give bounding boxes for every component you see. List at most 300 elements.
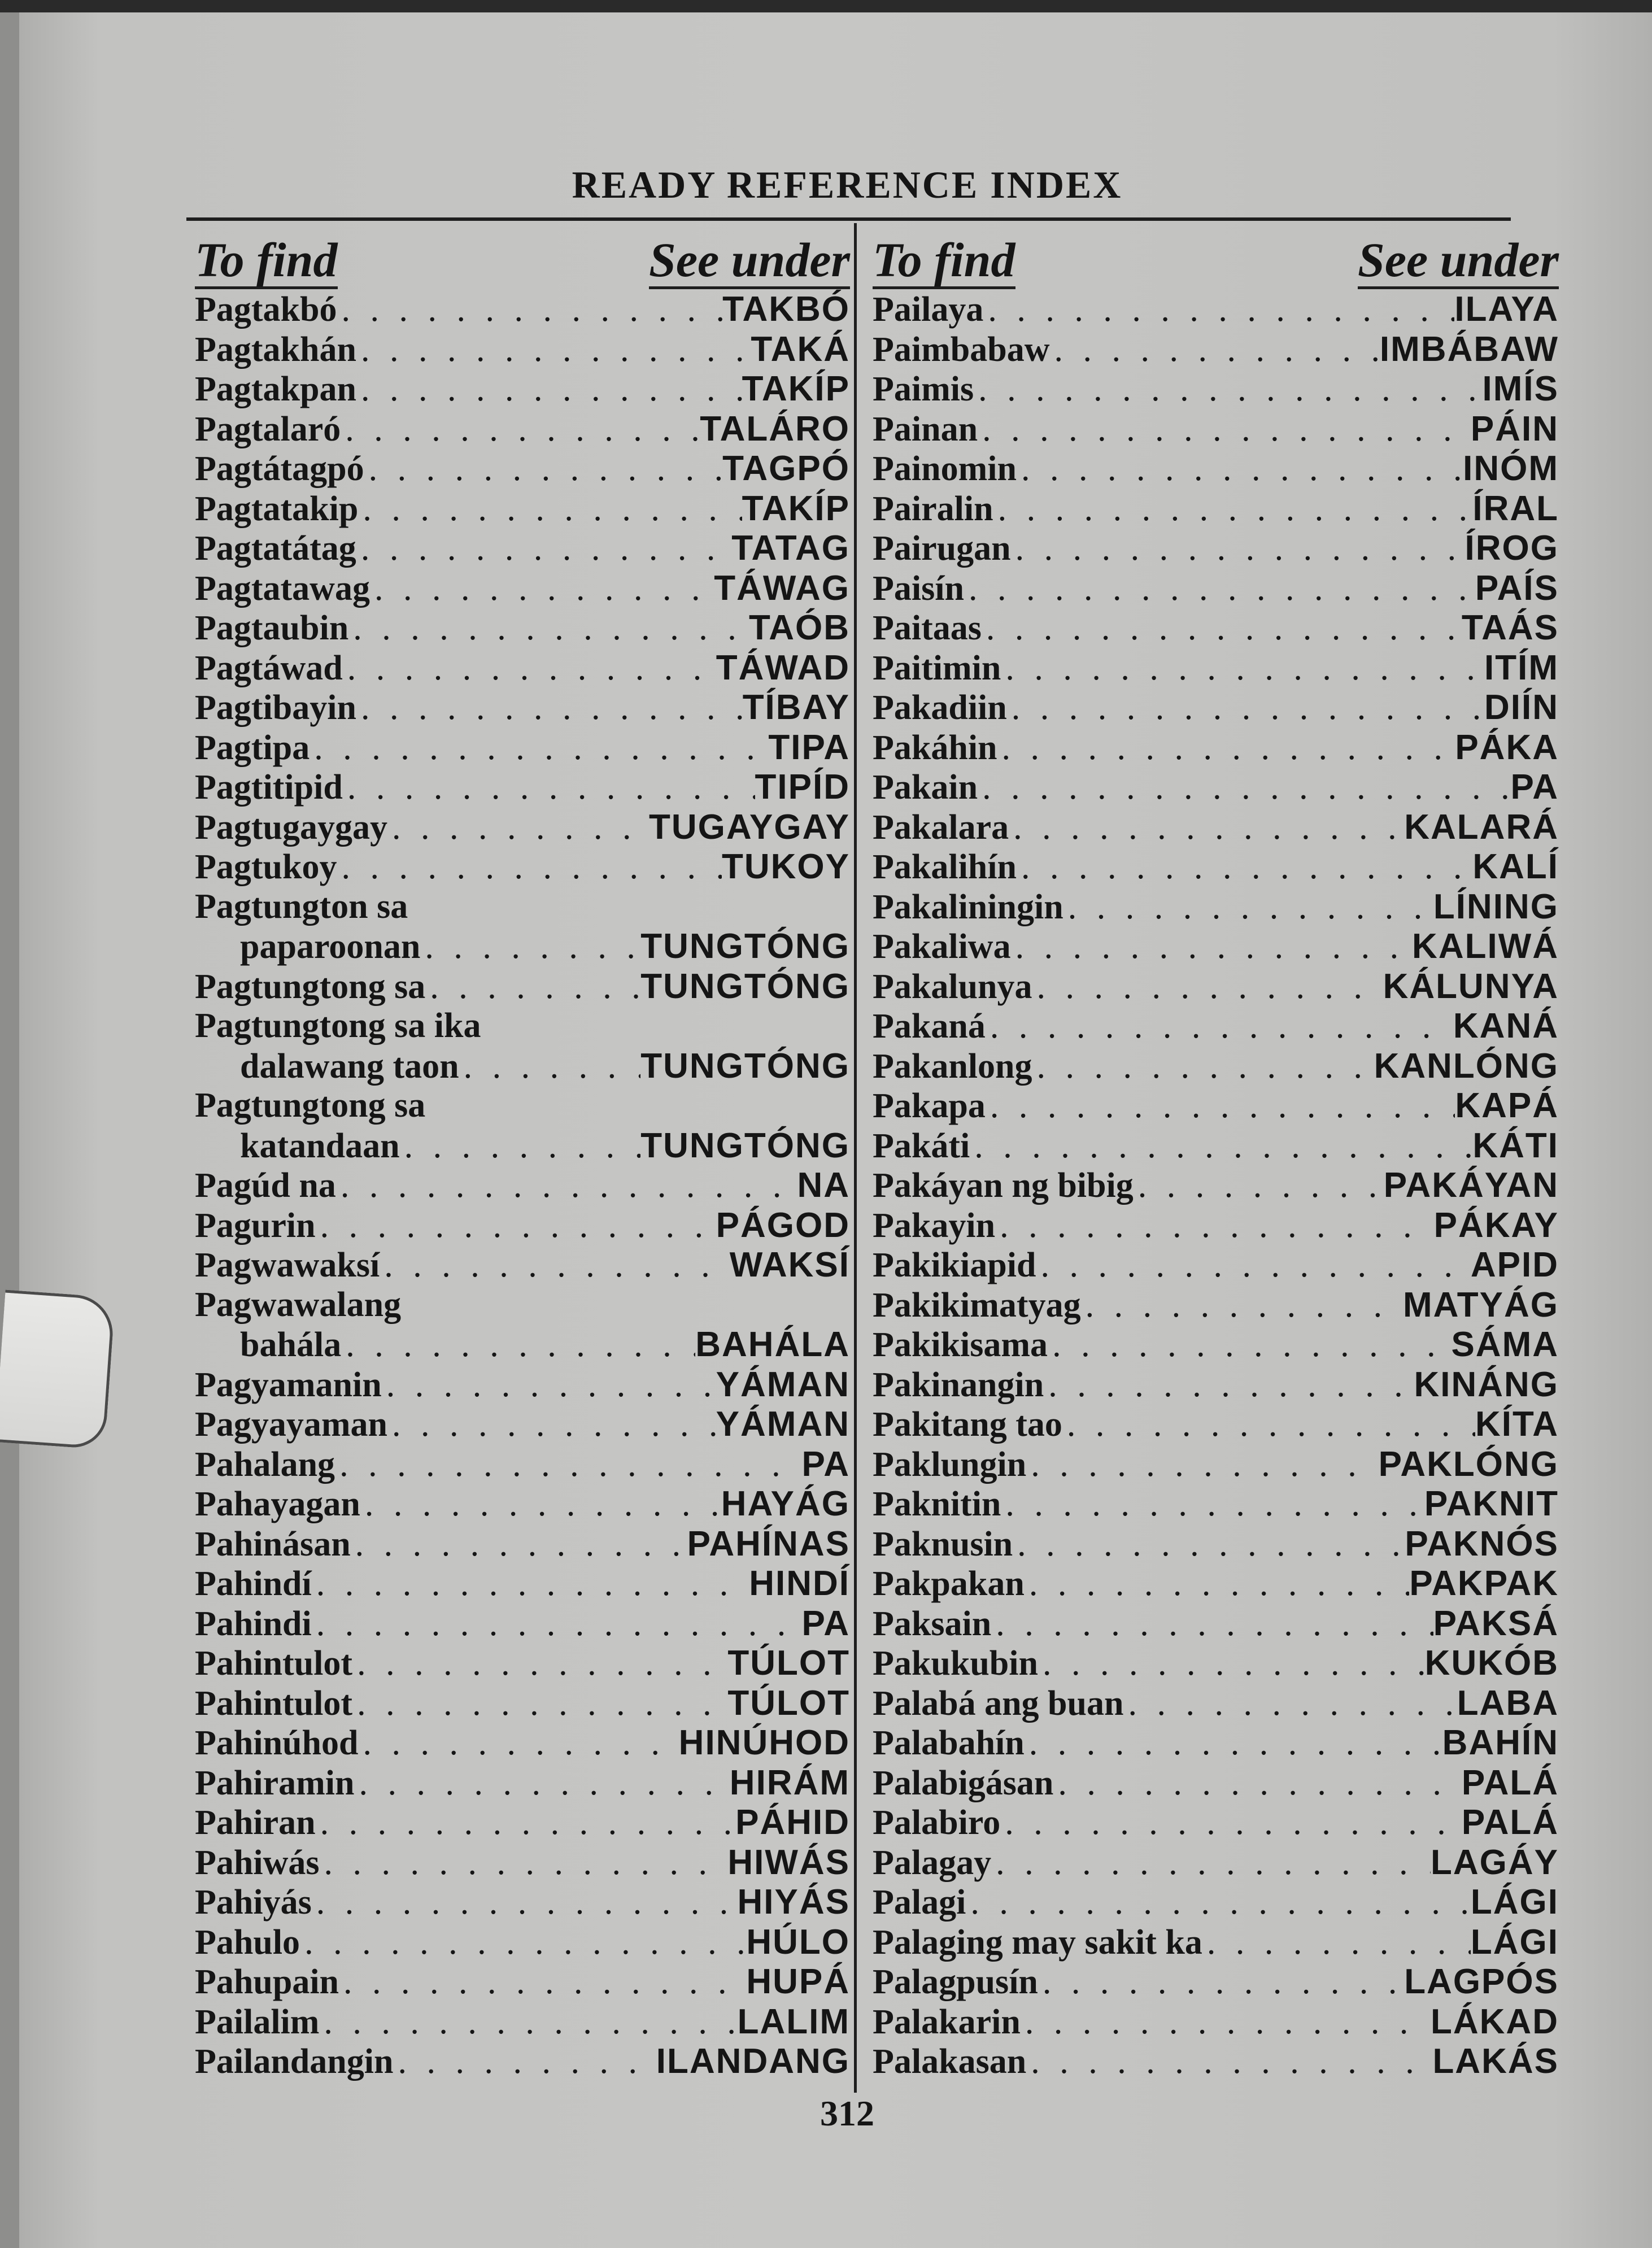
entry-see-under: TAÓB xyxy=(748,608,850,647)
index-entry xyxy=(195,847,850,887)
entry-see-under: INÓM xyxy=(1463,449,1559,488)
entry-term: dalawang taon xyxy=(240,1047,459,1086)
dot-leader xyxy=(1032,1047,1374,1086)
entry-term: Paklungin xyxy=(873,1445,1027,1484)
entry-term: Palabahín xyxy=(873,1724,1025,1762)
index-entry xyxy=(873,1683,1559,1723)
entry-see-under: TATAG xyxy=(731,529,850,568)
entry-see-under: TÚLOT xyxy=(727,1683,850,1723)
index-entry xyxy=(195,648,850,688)
entry-term: Pakaná xyxy=(873,1007,986,1045)
entry-see-under: ÍROG xyxy=(1464,529,1559,568)
entry-term: Pakain xyxy=(873,768,978,807)
index-entry xyxy=(195,409,850,449)
index-entry xyxy=(873,1444,1559,1484)
entry-see-under: TAKÍP xyxy=(742,489,850,528)
entry-term: Pahinásan xyxy=(195,1524,351,1563)
entry-see-under: IMÍS xyxy=(1482,369,1559,408)
entry-term: Pairalin xyxy=(873,489,993,528)
entry-term: Pagtipa xyxy=(195,728,310,767)
entry-see-under: KANLÓNG xyxy=(1374,1046,1559,1086)
entry-term: Pagtakbó xyxy=(195,290,337,329)
index-entry xyxy=(873,727,1559,768)
entry-term: Pakáhin xyxy=(873,728,997,767)
dot-leader xyxy=(339,1962,746,2002)
entry-term: Pahupain xyxy=(195,1963,339,2001)
index-entry xyxy=(195,1563,850,1604)
index-entry xyxy=(873,1763,1559,1803)
entry-see-under: DIÍN xyxy=(1484,688,1559,727)
entry-see-under: YÁMAN xyxy=(716,1405,850,1444)
entry-see-under: TUKOY xyxy=(722,847,850,886)
page-gutter-shadow xyxy=(0,12,19,2248)
entry-term: Pagurin xyxy=(195,1206,316,1245)
index-entry xyxy=(873,1524,1559,1564)
entry-term: Pahindi xyxy=(195,1604,312,1643)
index-entry xyxy=(873,1882,1559,1922)
index-entry xyxy=(195,2041,850,2081)
entry-term: Pagtakpan xyxy=(195,370,356,408)
dot-leader xyxy=(1134,1166,1384,1205)
index-entry xyxy=(873,887,1559,927)
entry-see-under: IMBÁBAW xyxy=(1379,329,1559,369)
entry-term: Pakikiapid xyxy=(873,1246,1036,1284)
entry-term: Pagtungtong sa xyxy=(195,1086,426,1125)
entry-see-under: PAKPAK xyxy=(1409,1564,1559,1603)
entry-term: Pahulo xyxy=(195,1923,300,1962)
index-entry xyxy=(873,1842,1559,1883)
dot-leader xyxy=(312,1604,802,1644)
dot-leader xyxy=(387,1405,716,1444)
entry-see-under: LAGÁY xyxy=(1431,1842,1559,1882)
entry-term: Pakikimatyag xyxy=(873,1286,1081,1325)
left-entry-list xyxy=(195,289,850,2081)
index-entry xyxy=(195,926,850,966)
dot-leader xyxy=(986,1007,1453,1046)
dot-leader xyxy=(1049,330,1379,369)
entry-term: Pakaliningin xyxy=(873,887,1063,926)
entry-term: Palakasan xyxy=(873,2042,1027,2081)
index-entry xyxy=(195,1444,850,1484)
index-entry xyxy=(873,767,1559,807)
index-entry xyxy=(873,1604,1559,1644)
index-entry xyxy=(873,1563,1559,1604)
dot-leader xyxy=(316,1206,716,1245)
dot-leader xyxy=(382,1365,716,1405)
entry-see-under: ÍRAL xyxy=(1472,489,1559,528)
index-entry xyxy=(873,369,1559,409)
entry-term: Pahiran xyxy=(195,1803,316,1842)
index-entry xyxy=(873,1365,1559,1405)
entry-see-under: TÁWAG xyxy=(714,568,850,608)
dot-leader xyxy=(1124,1684,1457,1723)
index-entry xyxy=(873,2041,1559,2081)
dot-leader xyxy=(337,847,722,887)
dot-leader xyxy=(995,1206,1434,1245)
index-entry xyxy=(873,1643,1559,1683)
entry-see-under: KALÍ xyxy=(1472,847,1559,886)
dot-leader xyxy=(356,330,751,369)
dot-leader xyxy=(1007,688,1484,727)
index-entry xyxy=(873,1802,1559,1842)
entry-term: Pakanlong xyxy=(873,1047,1032,1086)
entry-see-under: PAKÁYAN xyxy=(1383,1166,1559,1205)
dot-leader xyxy=(425,967,640,1007)
index-entry xyxy=(195,329,850,369)
dot-leader xyxy=(400,1126,641,1166)
entry-term: Palagi xyxy=(873,1883,966,1922)
entry-see-under: KALIWÁ xyxy=(1412,927,1559,966)
entry-term: Pagtaubin xyxy=(195,609,349,647)
entry-term: Palagpusín xyxy=(873,1963,1038,2001)
entry-term: Pagtugaygay xyxy=(195,808,387,847)
index-entry xyxy=(873,1962,1559,2002)
index-entry xyxy=(195,1126,850,1166)
entry-term: Pailandangin xyxy=(195,2042,394,2081)
dot-leader xyxy=(1025,1564,1410,1604)
index-entry xyxy=(873,1046,1559,1086)
entry-term: Pakukubin xyxy=(873,1644,1038,1683)
dot-leader xyxy=(387,808,649,847)
entry-see-under: TÍBAY xyxy=(742,688,850,727)
index-entry xyxy=(195,1763,850,1803)
entry-term: Pahayagan xyxy=(195,1485,360,1523)
entry-term: Paknusin xyxy=(873,1524,1013,1563)
index-entry xyxy=(195,568,850,608)
entry-term: Pakinangin xyxy=(873,1365,1044,1404)
entry-see-under: HINÚHOD xyxy=(678,1723,850,1762)
dot-leader xyxy=(991,1843,1431,1883)
entry-term: Paksain xyxy=(873,1604,992,1643)
dot-leader xyxy=(351,1524,687,1564)
entry-term: Pagtungtong sa xyxy=(195,967,426,1006)
dot-leader xyxy=(970,1126,1472,1166)
dot-leader xyxy=(1081,1286,1403,1325)
entry-see-under: PÁHID xyxy=(735,1803,850,1842)
left-index-column xyxy=(195,226,850,2081)
entry-term: Pagtátagpó xyxy=(195,450,364,488)
dot-leader xyxy=(356,369,742,409)
dot-leader xyxy=(348,608,749,648)
entry-term: Pailaya xyxy=(873,290,984,329)
entry-term: Palagay xyxy=(873,1843,992,1882)
index-entry xyxy=(873,1165,1559,1205)
entry-term: Palaging may sakit ka xyxy=(873,1923,1202,1962)
entry-term: Pakalihín xyxy=(873,848,1017,886)
entry-see-under: PA xyxy=(801,1604,850,1643)
dot-leader xyxy=(993,489,1473,529)
entry-see-under: KÍTA xyxy=(1475,1405,1559,1444)
dot-leader xyxy=(354,1763,729,1803)
index-entry xyxy=(195,887,850,927)
right-column-header xyxy=(873,226,1559,289)
dot-leader xyxy=(393,2042,656,2081)
index-entry xyxy=(195,1604,850,1644)
entry-term: Pagtáwad xyxy=(195,648,343,687)
entry-see-under: TÚLOT xyxy=(727,1644,850,1683)
dot-leader xyxy=(337,290,722,329)
entry-see-under: NA xyxy=(797,1166,850,1205)
dot-leader xyxy=(1026,1445,1378,1484)
index-entry xyxy=(873,1205,1559,1245)
index-entry xyxy=(873,528,1559,568)
entry-see-under: HÚLO xyxy=(746,1922,850,1962)
index-entry xyxy=(195,767,850,807)
dot-leader xyxy=(336,1166,797,1205)
dot-leader xyxy=(359,1723,679,1763)
dot-leader xyxy=(319,1843,727,1883)
entry-see-under: MATYÁG xyxy=(1402,1285,1559,1325)
index-tab xyxy=(0,1290,115,1450)
entry-see-under: YÁMAN xyxy=(716,1365,850,1404)
dot-leader xyxy=(1036,1245,1470,1285)
entry-see-under: TUNGTÓNG xyxy=(640,966,850,1006)
entry-see-under: HIYÁS xyxy=(737,1883,850,1922)
entry-see-under: TAGPÓ xyxy=(722,449,850,488)
entry-see-under: TAKÁ xyxy=(751,329,850,369)
dot-leader xyxy=(380,1245,730,1285)
index-entry xyxy=(195,1524,850,1564)
dot-leader xyxy=(343,768,755,807)
index-entry xyxy=(195,1365,850,1405)
entry-term: Pairugan xyxy=(873,529,1011,568)
entry-see-under: PAHÍNAS xyxy=(687,1524,850,1563)
dot-leader xyxy=(978,409,1471,449)
dot-leader xyxy=(1038,1962,1404,2002)
entry-see-under: WAKSÍ xyxy=(729,1245,850,1284)
entry-see-under: HUPÁ xyxy=(746,1962,850,2001)
dot-leader xyxy=(352,1644,727,1683)
dot-leader xyxy=(300,1923,746,1962)
index-entry xyxy=(195,1922,850,1962)
entry-term: Paitimin xyxy=(873,648,1001,687)
entry-term: Palabá ang buan xyxy=(873,1684,1124,1723)
index-entry xyxy=(195,489,850,529)
index-entry xyxy=(195,1802,850,1842)
entry-see-under: PÁGOD xyxy=(716,1205,850,1245)
index-entry xyxy=(873,1484,1559,1524)
entry-see-under: PALÁ xyxy=(1461,1803,1559,1842)
dot-leader xyxy=(356,688,743,727)
entry-see-under: PÁIN xyxy=(1470,409,1559,448)
entry-see-under: BAHÁLA xyxy=(695,1325,850,1364)
index-entry xyxy=(873,409,1559,449)
entry-see-under: SÁMA xyxy=(1451,1325,1559,1364)
entry-see-under: LÍNING xyxy=(1433,887,1559,926)
entry-term: Paimis xyxy=(873,370,974,408)
index-entry xyxy=(195,1842,850,1883)
dot-leader xyxy=(1009,808,1404,847)
entry-term: Pagyayaman xyxy=(195,1405,387,1444)
entry-see-under: LALIM xyxy=(737,2002,850,2041)
dot-leader xyxy=(420,927,640,966)
dot-leader xyxy=(459,1047,641,1086)
dot-leader xyxy=(1202,1923,1471,1962)
dot-leader xyxy=(991,1604,1433,1644)
entry-see-under: TUNGTÓNG xyxy=(640,927,850,966)
index-entry xyxy=(195,1683,850,1723)
entry-see-under: LÁGI xyxy=(1470,1883,1559,1922)
dot-leader xyxy=(1017,449,1463,489)
entry-see-under: BAHÍN xyxy=(1442,1723,1559,1762)
entry-see-under: LAGPÓS xyxy=(1404,1962,1559,2001)
entry-term: Painomin xyxy=(873,450,1017,488)
dot-leader xyxy=(352,1684,727,1723)
entry-see-under: HIWÁS xyxy=(727,1842,850,1882)
entry-term: Pagtakhán xyxy=(195,330,356,369)
entry-term: Pahindí xyxy=(195,1565,312,1603)
index-entry xyxy=(873,1723,1559,1763)
entry-term: Pahintulot xyxy=(195,1644,353,1683)
entry-term: Pagtalaró xyxy=(195,409,341,448)
index-entry xyxy=(195,1404,850,1444)
entry-see-under: KINÁNG xyxy=(1414,1365,1559,1404)
entry-term: Paimbabaw xyxy=(873,330,1050,369)
entry-term: bahála xyxy=(240,1326,342,1364)
entry-term: katandaan xyxy=(240,1126,400,1165)
index-entry xyxy=(873,687,1559,727)
entry-see-under: TÁWAD xyxy=(716,648,850,687)
entry-term: Pahinúhod xyxy=(195,1724,359,1762)
entry-see-under: ILANDANG xyxy=(656,2042,850,2081)
entry-term: Pagwawaksí xyxy=(195,1246,380,1284)
entry-term: Pagtukoy xyxy=(195,848,337,886)
dot-leader xyxy=(360,1484,721,1524)
entry-term: Paisín xyxy=(873,569,964,608)
entry-see-under: HAYÁG xyxy=(721,1484,850,1523)
entry-term: Palabiro xyxy=(873,1803,1001,1842)
entry-see-under: LABA xyxy=(1457,1683,1559,1723)
index-entry xyxy=(873,807,1559,847)
entry-see-under: PA xyxy=(1510,768,1559,807)
index-entry xyxy=(195,1046,850,1086)
entry-term: Paknitin xyxy=(873,1485,1001,1523)
entry-see-under: PA xyxy=(801,1444,850,1484)
index-entry xyxy=(195,807,850,847)
index-entry xyxy=(873,1245,1559,1285)
entry-see-under: KAPÁ xyxy=(1455,1086,1559,1125)
entry-see-under: TALÁRO xyxy=(700,409,850,448)
dot-leader xyxy=(964,569,1475,608)
entry-see-under: KALARÁ xyxy=(1404,807,1559,847)
entry-see-under: TAÁS xyxy=(1461,608,1559,647)
index-entry xyxy=(873,608,1559,648)
dot-leader xyxy=(974,369,1482,409)
dot-leader xyxy=(310,728,768,768)
index-entry xyxy=(195,369,850,409)
entry-see-under: PÁKAY xyxy=(1433,1205,1559,1245)
dot-leader xyxy=(1044,1365,1414,1405)
entry-see-under: KÁTI xyxy=(1472,1126,1559,1165)
dot-leader xyxy=(1025,1723,1442,1763)
entry-term: Pagúd na xyxy=(195,1166,336,1205)
entry-term: Pakalunya xyxy=(873,967,1032,1006)
index-entry xyxy=(195,1006,850,1046)
index-entry xyxy=(195,1245,850,1285)
index-entry xyxy=(873,1285,1559,1325)
index-entry xyxy=(873,648,1559,688)
entry-see-under: TUGAYGAY xyxy=(649,807,850,847)
dot-leader xyxy=(1026,2042,1432,2081)
right-entry-list xyxy=(873,289,1559,2081)
entry-term: Pahiramin xyxy=(195,1763,355,1802)
dot-leader xyxy=(1048,1325,1451,1365)
index-entry xyxy=(873,1922,1559,1962)
index-entry xyxy=(195,966,850,1007)
dot-leader xyxy=(316,1803,736,1842)
entry-term: Pakayin xyxy=(873,1206,996,1245)
entry-see-under: PAKLÓNG xyxy=(1378,1444,1559,1484)
page-top-edge xyxy=(0,0,1652,12)
dot-leader xyxy=(966,1883,1471,1922)
dot-leader xyxy=(319,2002,737,2042)
index-entry xyxy=(873,448,1559,489)
entry-see-under: TUNGTÓNG xyxy=(640,1046,850,1086)
entry-term: Pakáti xyxy=(873,1126,970,1165)
entry-see-under: KUKÓB xyxy=(1424,1644,1559,1683)
dot-leader xyxy=(1013,1524,1405,1564)
entry-see-under: PAÍS xyxy=(1475,568,1559,608)
entry-see-under: APID xyxy=(1470,1245,1559,1284)
index-entry xyxy=(873,1126,1559,1166)
entry-see-under: LÁGI xyxy=(1470,1922,1559,1962)
to-find-heading: To find xyxy=(873,236,1015,289)
index-entry xyxy=(873,1086,1559,1126)
entry-see-under: ITÍM xyxy=(1484,648,1559,687)
entry-term: Pahiwás xyxy=(195,1843,320,1882)
index-entry xyxy=(873,489,1559,529)
entry-see-under: TIPÍD xyxy=(755,768,850,807)
header-rule xyxy=(186,217,1511,221)
index-entry xyxy=(873,289,1559,329)
entry-see-under: PAKSÁ xyxy=(1433,1604,1559,1643)
dot-leader xyxy=(982,608,1462,648)
dot-leader xyxy=(997,728,1455,768)
dot-leader xyxy=(312,1564,749,1604)
entry-see-under: KÁLUNYA xyxy=(1383,966,1559,1006)
dot-leader xyxy=(341,409,700,449)
entry-term: Palabigásan xyxy=(873,1763,1054,1802)
index-entry xyxy=(195,2002,850,2042)
index-entry xyxy=(195,727,850,768)
entry-term: Pagyamanin xyxy=(195,1365,382,1404)
entry-see-under: HINDÍ xyxy=(749,1564,850,1603)
entry-see-under: ILAYA xyxy=(1454,290,1559,329)
dot-leader xyxy=(1000,1803,1462,1842)
entry-term: Pagtitipid xyxy=(195,768,343,807)
entry-term: Painan xyxy=(873,409,978,448)
dot-leader xyxy=(312,1883,738,1922)
index-entry xyxy=(873,966,1559,1007)
index-entry xyxy=(873,1404,1559,1444)
dot-leader xyxy=(1063,887,1433,927)
left-column-header xyxy=(195,226,850,289)
entry-term: Pagtatakip xyxy=(195,489,359,528)
dot-leader xyxy=(1001,1484,1424,1524)
dot-leader xyxy=(356,529,731,568)
entry-term: Pagtibayin xyxy=(195,689,356,727)
entry-term: Pakaliwa xyxy=(873,927,1011,966)
entry-see-under: LAKÁS xyxy=(1432,2042,1559,2081)
dot-leader xyxy=(1001,648,1484,688)
index-entry xyxy=(195,1285,850,1325)
entry-see-under: PÁKA xyxy=(1455,727,1559,767)
entry-see-under: TAKÍP xyxy=(742,369,850,408)
entry-term: Pailalim xyxy=(195,2002,320,2041)
to-find-heading: To find xyxy=(195,236,338,289)
dot-leader xyxy=(983,290,1454,329)
index-entry xyxy=(873,568,1559,608)
